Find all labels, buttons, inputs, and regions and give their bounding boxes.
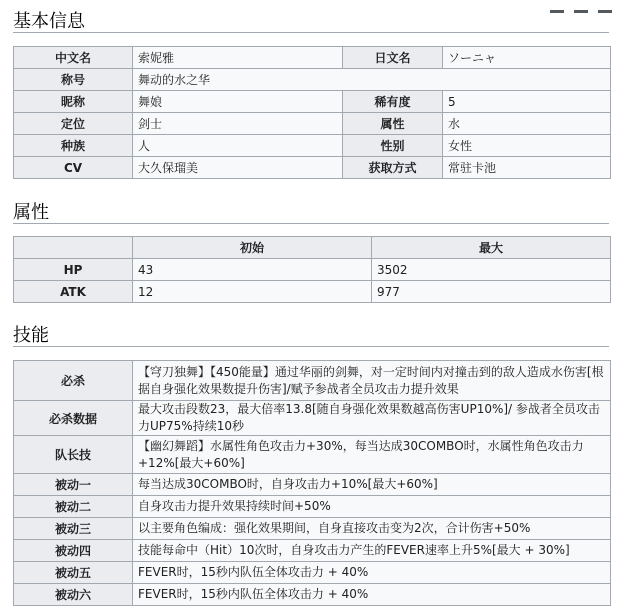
skill-label: 被动四	[14, 540, 133, 562]
menu-icon[interactable]	[550, 10, 564, 13]
header-initial: 初始	[133, 237, 372, 259]
label-gender: 性别	[343, 135, 443, 157]
table-row	[14, 562, 611, 584]
label-jp-name: 日文名	[343, 47, 443, 69]
table-row	[14, 135, 611, 157]
value-gender: 女性	[443, 135, 611, 157]
section-title-attrs: 属性	[13, 202, 49, 223]
label-role: 定位	[14, 113, 133, 135]
label-nick: 昵称	[14, 91, 133, 113]
skill-text: 每当达成30COMBO时，自身攻击力+10%[最大+60%]	[133, 474, 611, 496]
table-row	[14, 496, 611, 518]
header-max: 最大	[372, 237, 611, 259]
table-row	[14, 436, 611, 474]
top-edge-icons	[550, 0, 622, 17]
value-element: 水	[443, 113, 611, 135]
skill-text: FEVER时，15秒内队伍全体攻击力 + 40%	[133, 562, 611, 584]
attr-name: HP	[14, 259, 133, 281]
section-rule	[13, 223, 609, 224]
attr-max: 3502	[372, 259, 611, 281]
skill-text: 技能每命中（Hit）10次时，自身攻击力产生的FEVER速率上升5%[最大 + 30%]	[133, 540, 611, 562]
menu-icon[interactable]	[574, 10, 588, 13]
section-title-basic: 基本信息	[13, 11, 85, 32]
table-row	[14, 157, 611, 179]
value-title: 舞动的水之华	[133, 69, 611, 91]
label-cv: CV	[14, 157, 133, 179]
skill-label: 被动六	[14, 584, 133, 606]
label-obtain: 获取方式	[343, 157, 443, 179]
table-row	[14, 237, 611, 259]
attr-name: ATK	[14, 281, 133, 303]
attr-initial: 43	[133, 259, 372, 281]
value-race: 人	[133, 135, 343, 157]
table-row	[14, 281, 611, 303]
table-row	[14, 113, 611, 135]
value-jp-name: ソーニャ	[443, 47, 611, 69]
label-cn-name: 中文名	[14, 47, 133, 69]
table-row	[14, 69, 611, 91]
header-empty	[14, 237, 133, 259]
table-row	[14, 259, 611, 281]
skill-label: 被动一	[14, 474, 133, 496]
menu-icon[interactable]	[598, 10, 612, 13]
skill-text: 自身攻击力提升效果持续时间+50%	[133, 496, 611, 518]
skill-text: 【幽幻舞蹈】水属性角色攻击力+30%，每当达成30COMBO时，水属性角色攻击力+12%[最大+60%]	[133, 436, 611, 474]
skill-label: 必杀	[14, 361, 133, 401]
skill-label: 被动二	[14, 496, 133, 518]
value-rarity: 5	[443, 91, 611, 113]
skill-text: FEVER时，15秒内队伍全体攻击力 + 40%	[133, 584, 611, 606]
label-element: 属性	[343, 113, 443, 135]
attr-initial: 12	[133, 281, 372, 303]
label-title: 称号	[14, 69, 133, 91]
attr-max: 977	[372, 281, 611, 303]
label-race: 种族	[14, 135, 133, 157]
table-row	[14, 47, 611, 69]
value-obtain: 常驻卡池	[443, 157, 611, 179]
skill-text: 最大攻击段数23，最大倍率13.8[随自身强化效果数越高伤害UP10%]/ 参战者全员攻击力UP75%持续10秒	[133, 401, 611, 436]
table-row	[14, 91, 611, 113]
section-rule	[13, 346, 609, 347]
skill-label: 被动五	[14, 562, 133, 584]
skills-table	[13, 360, 611, 606]
skill-label: 被动三	[14, 518, 133, 540]
table-row	[14, 361, 611, 401]
basic-info-table	[13, 46, 611, 179]
table-row	[14, 540, 611, 562]
skill-label: 队长技	[14, 436, 133, 474]
table-row	[14, 474, 611, 496]
label-rarity: 稀有度	[343, 91, 443, 113]
skill-label: 必杀数据	[14, 401, 133, 436]
skill-text: 【穹刀独舞】【450能量】通过华丽的剑舞，对一定时间内对撞击到的敌人造成水伤害[根据自身强化效果数提升伤害]/赋予参战者全员攻击力提升效果	[133, 361, 611, 401]
section-rule	[13, 32, 609, 33]
table-row	[14, 584, 611, 606]
value-role: 剑士	[133, 113, 343, 135]
value-cn-name: 索妮雅	[133, 47, 343, 69]
value-nick: 舞娘	[133, 91, 343, 113]
section-title-skills: 技能	[13, 325, 49, 346]
table-row	[14, 518, 611, 540]
attributes-table	[13, 236, 611, 303]
value-cv: 大久保瑠美	[133, 157, 343, 179]
skill-text: 以主要角色编成：强化效果期间，自身直接攻击变为2次，合计伤害+50%	[133, 518, 611, 540]
table-row	[14, 401, 611, 436]
